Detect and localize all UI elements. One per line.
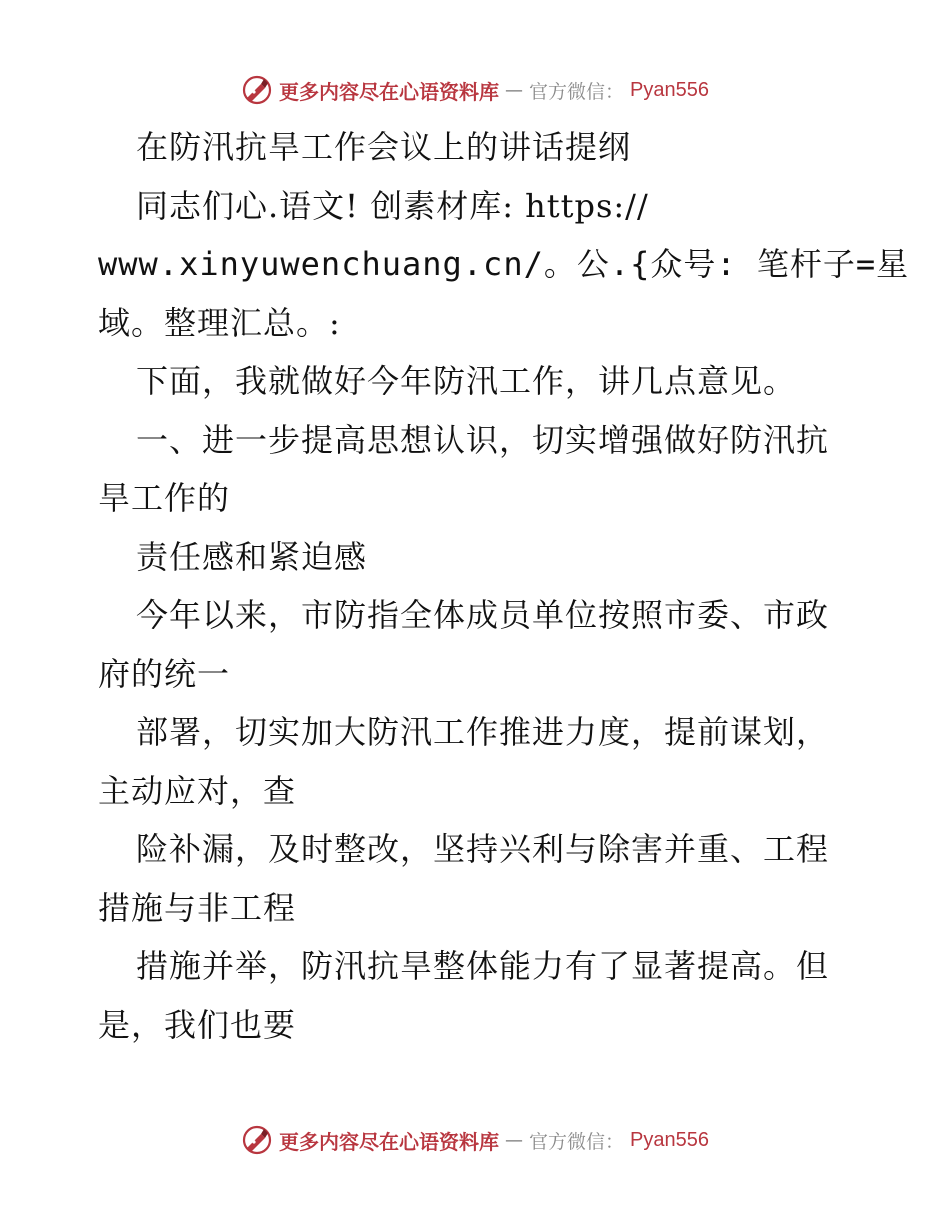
section-heading: 一、进一步提高思想认识，切实增强做好防汛抗: [136, 420, 830, 459]
paragraph-line: 下面，我就做好今年防汛工作，讲几点意见。: [136, 362, 797, 400]
section-heading-continued: 责任感和紧迫感: [136, 537, 368, 576]
pen-logo-icon: [241, 1124, 273, 1156]
banner-title: 更多内容尽在心语资料库: [279, 1129, 499, 1154]
pen-logo-icon: [241, 74, 273, 106]
paragraph-line: 今年以来，市防指全体成员单位按照市委、市政: [136, 596, 830, 634]
paragraph-line: 府的统一: [98, 654, 231, 693]
paragraph-line: 同志们心.语文! 创素材库: https://: [136, 186, 649, 225]
banner-wechat-id: Pyan556: [630, 1128, 709, 1151]
header-banner: [0, 70, 950, 110]
document-body: [98, 118, 910, 1054]
paragraph-line: 部署，切实加大防汛工作推进力度，提前谋划，: [136, 713, 830, 751]
paragraph-line: 是，我们也要: [98, 1005, 297, 1044]
banner-wechat-label: 官方微信：: [529, 1130, 625, 1153]
footer-banner: [0, 1120, 950, 1160]
banner-wechat-id: Pyan556: [630, 78, 709, 101]
banner-separator: —: [505, 1129, 523, 1151]
banner-title: 更多内容尽在心语资料库: [279, 79, 499, 104]
banner-wechat-label: 官方微信：: [529, 80, 625, 103]
paragraph-line-url: www.xinyuwenchuang.cn/。公.{众号: 笔杆子=星: [98, 245, 910, 283]
paragraph-line: 险补漏，及时整改，坚持兴利与除害并重、工程: [136, 830, 830, 868]
banner-separator: —: [505, 79, 523, 101]
paragraph-line: 措施与非工程: [98, 888, 297, 927]
document-title: 在防汛抗旱工作会议上的讲话提纲: [136, 128, 632, 166]
section-heading-continued: 旱工作的: [98, 479, 231, 517]
paragraph-line: 主动应对，查: [98, 771, 297, 810]
paragraph-line: 措施并举，防汛抗旱整体能力有了显著提高。但: [136, 947, 830, 985]
paragraph-line: 域。整理汇总。:: [98, 303, 341, 342]
